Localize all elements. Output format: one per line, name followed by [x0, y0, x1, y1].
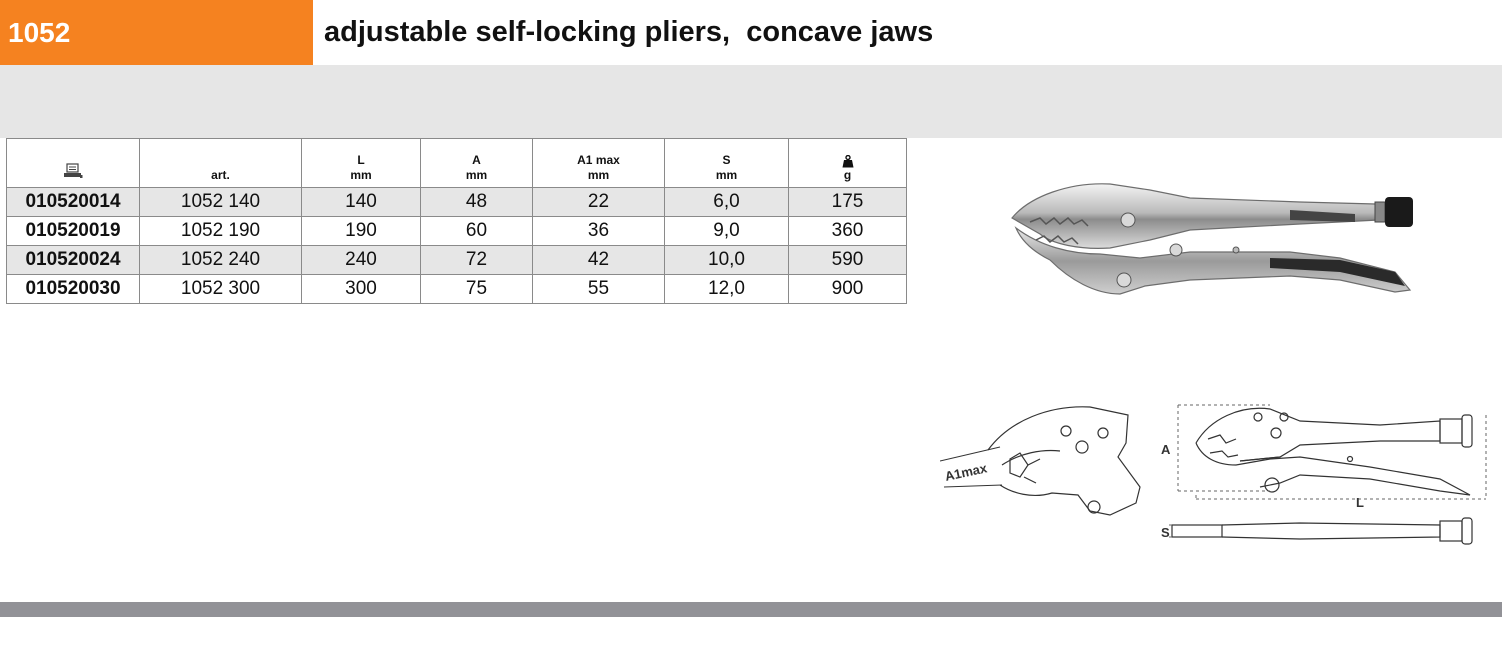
footer-bar — [0, 602, 1502, 617]
product-code-box — [0, 0, 313, 65]
cell-weight: 360 — [789, 217, 907, 246]
cell-weight: 590 — [789, 246, 907, 275]
header-l: L mm — [302, 139, 421, 188]
cell-a1max: 36 — [533, 217, 665, 246]
pliers-photo — [1000, 168, 1440, 328]
cell-s: 9,0 — [665, 217, 789, 246]
dim-label-s: S — [1161, 525, 1170, 540]
dim-label-l: L — [1356, 495, 1364, 510]
cell-weight: 900 — [789, 275, 907, 304]
cell-a: 75 — [421, 275, 533, 304]
cell-s: 10,0 — [665, 246, 789, 275]
table-header-row — [7, 139, 907, 188]
cell-a1max: 55 — [533, 275, 665, 304]
cell-art: 1052 300 — [140, 275, 302, 304]
header-weight: g — [789, 139, 907, 188]
header-s: S mm — [665, 139, 789, 188]
header-band — [0, 65, 1502, 138]
cell-art: 1052 140 — [140, 188, 302, 217]
product-code: 1052 — [8, 17, 71, 48]
cell-l: 240 — [302, 246, 421, 275]
cell-weight: 175 — [789, 188, 907, 217]
cell-art: 1052 240 — [140, 246, 302, 275]
cell-code: 010520019 — [7, 217, 140, 246]
weight-icon — [842, 155, 854, 168]
header-a: A mm — [421, 139, 533, 188]
cell-code: 010520014 — [7, 188, 140, 217]
page-title: adjustable self-locking pliers, concave jaws — [324, 16, 934, 48]
cell-a1max: 42 — [533, 246, 665, 275]
spec-table — [6, 138, 907, 304]
header-a1max: A1 max mm — [533, 139, 665, 188]
cell-code: 010520030 — [7, 275, 140, 304]
cell-s: 6,0 — [665, 188, 789, 217]
table-row — [7, 188, 907, 217]
cell-code: 010520024 — [7, 246, 140, 275]
header-code — [7, 139, 140, 188]
cell-a1max: 22 — [533, 188, 665, 217]
header-art: art. — [140, 139, 302, 188]
dim-label-a: A — [1161, 442, 1171, 457]
dim-label-a1max: A1max — [943, 460, 989, 484]
technical-drawing — [940, 395, 1492, 555]
cell-art: 1052 190 — [140, 217, 302, 246]
cell-a: 72 — [421, 246, 533, 275]
cell-s: 12,0 — [665, 275, 789, 304]
cell-l: 300 — [302, 275, 421, 304]
cell-l: 190 — [302, 217, 421, 246]
cell-a: 60 — [421, 217, 533, 246]
cell-a: 48 — [421, 188, 533, 217]
table-row — [7, 275, 907, 304]
cell-l: 140 — [302, 188, 421, 217]
catalog-code-icon — [63, 163, 83, 179]
table-row — [7, 217, 907, 246]
table-row — [7, 246, 907, 275]
